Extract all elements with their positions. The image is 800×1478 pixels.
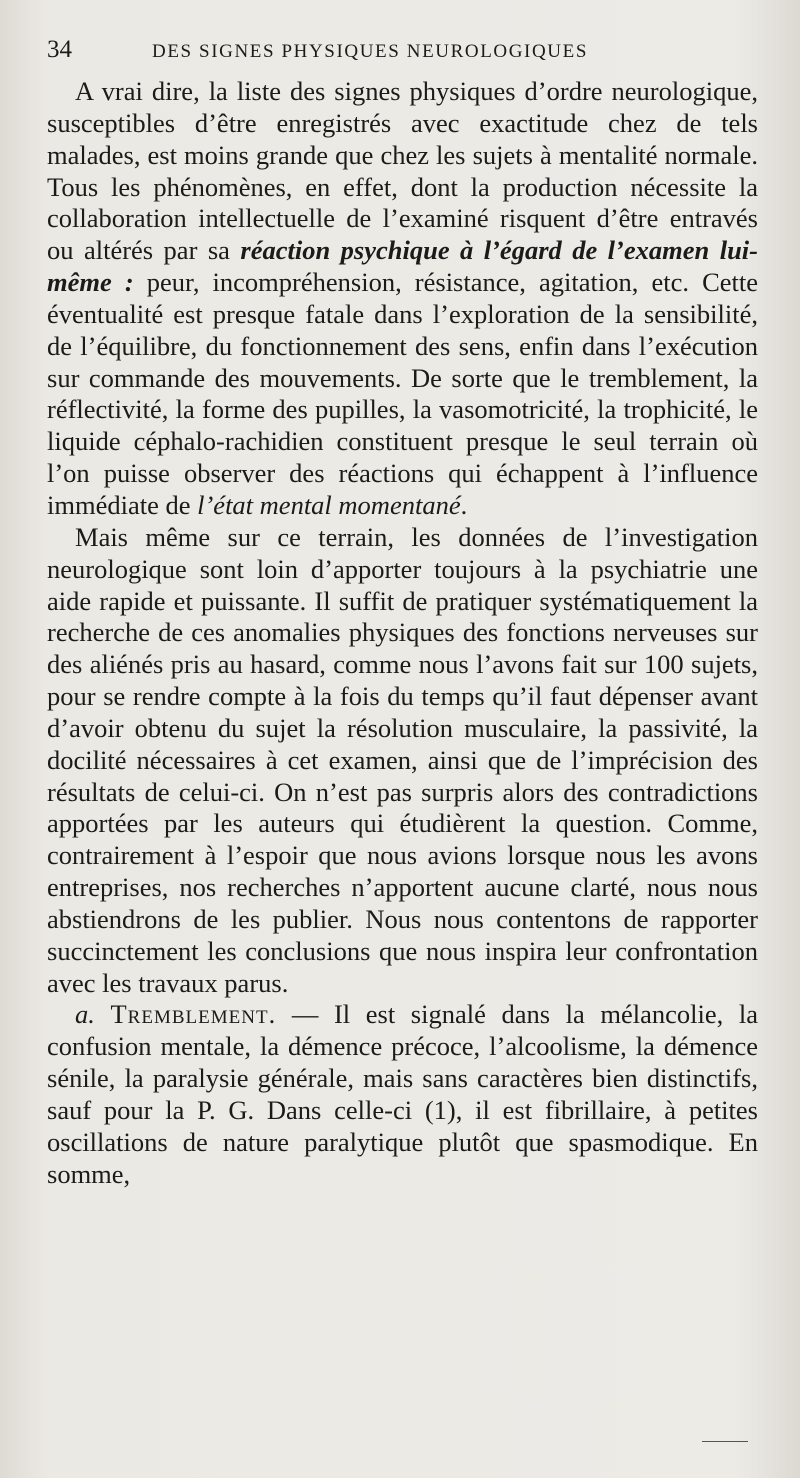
body-text [47, 76, 758, 1191]
section-dash: — [276, 999, 334, 1030]
paragraph-1-emphasis-1: réaction psychique à l’égard de l’examen lui-même : [47, 235, 758, 298]
page-number: 34 [47, 36, 72, 63]
paragraph-2: Mais même sur ce terrain, les données de l’investigation neurologique sont loin d’apporter toujours à la psychiatrie une aide rapide et puissante. Il suffit de pratiquer systématiquement la recherche de ces anomalies physiques des fonctions nerveuses sur des aliénés pris au hasard, comme nous l’avons fait sur 100 sujets, pour se rendre compte à la fois du temps qu’il faut dépenser avant d’avoir obtenu du sujet la résolution musculaire, la passivité, la docilité nécessaires à cet examen, ainsi que de l’imprécision des résultats de celui-ci. On n’est pas surpris alors des contradictions apportées par les auteurs qui étudièrent la question. Comme, contrairement à l’espoir que nous avions lorsque nous les avons entreprises, nos recherches n’apportent aucune clarté, nous nous abstiendrons de les publier. Nous nous contentons de rapporter succinctement les conclusions que nous inspira leur confrontation avec les travaux parus. [47, 521, 758, 998]
page-header [47, 36, 758, 76]
paragraph-1 [47, 76, 758, 522]
section-heading: Tremblement. [110, 999, 277, 1030]
running-title: DES SIGNES PHYSIQUES NEUROLOGIQUES [152, 41, 589, 62]
section-letter: a. [75, 999, 95, 1030]
bottom-rule [702, 1441, 748, 1442]
paragraph-1-text-b: peur, incompréhension, résistance, agitation, etc. Cette éventualité est presque fatale dans l’exploration de la sensibilité, de l’équilibre, du fonctionnement des sens, enfin dans l’exécution sur commande des mouvements. De sorte que le tremblement, la réflectivité, la forme des pupilles, la vasomotricité, la trophicité, le liquide céphalo-rachidien constituent presque le seul terrain où l’on puisse observer des réactions qui échappent à l’influence immédiate de [47, 267, 759, 520]
paragraph-3 [47, 999, 758, 1190]
paragraph-1-text-c: . [460, 489, 468, 520]
paragraph-1-text-a: A vrai dire, la liste des signes physiques d’ordre neurologique, susceptibles d’être enregistrés avec exactitude chez de tels malades, est moins grande que chez les sujets à mentalité normale. Tous les phénomènes, en effet, dont la production nécessite la collaboration intellectuelle de l’examiné risquent d’être entravés ou altérés par sa [47, 76, 758, 266]
paragraph-1-emphasis-2: l’état mental momentané [197, 489, 461, 520]
paragraph-3-text: Il est signalé dans la mélancolie, la confusion mentale, la démence précoce, l’alcoolisme, la démence sénile, la paralysie générale, mais sans caractères bien distinctifs, sauf pour la P. G. Dans celle-ci (1), il est fibrillaire, à petites oscillations de nature paralytique plutôt que spasmodique. En somme, [47, 999, 759, 1189]
